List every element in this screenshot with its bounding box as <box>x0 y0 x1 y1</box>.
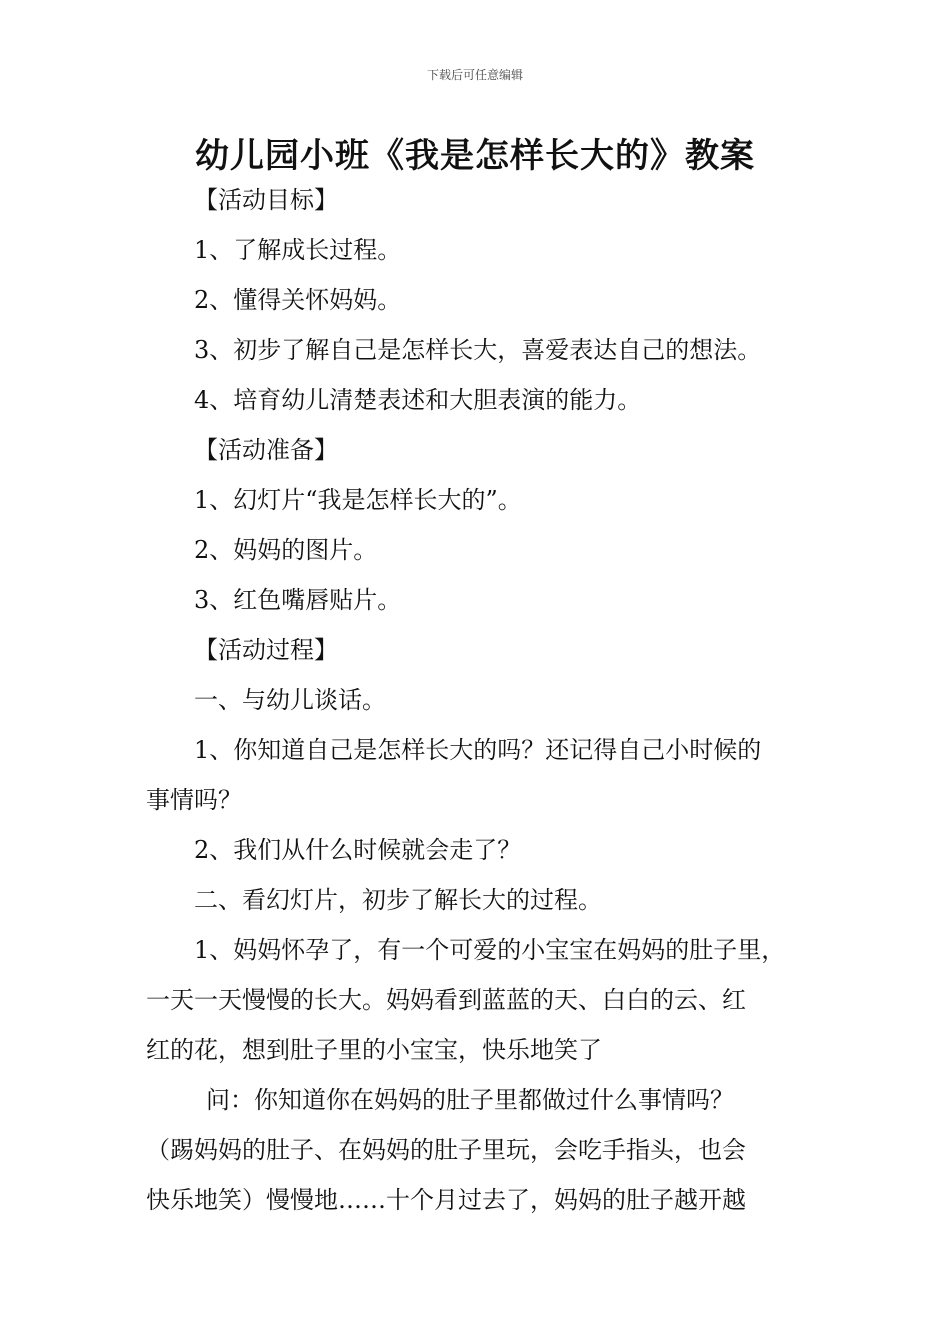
section-heading-goals: 【活动目标】 <box>194 186 338 214</box>
section-heading-process: 【活动过程】 <box>194 636 338 664</box>
paragraph-line: 问：你知道你在妈妈的肚子里都做过什么事情吗？ <box>206 1086 734 1114</box>
document-title: 幼儿园小班《我是怎样长大的》教案 <box>195 136 755 176</box>
goal-item-4: 4、培育幼儿清楚表述和大胆表演的能力。 <box>194 386 642 414</box>
paragraph-line: （踢妈妈的肚子、在妈妈的肚子里玩，会吃手指头，也会 <box>146 1136 746 1164</box>
paragraph-line: 一天一天慢慢的长大。妈妈看到蓝蓝的天、白白的云、红 <box>146 986 746 1014</box>
section-heading-preparation: 【活动准备】 <box>194 436 338 464</box>
paragraph-line: 事情吗？ <box>146 786 242 814</box>
header-note: 下载后可任意编辑 <box>426 68 523 82</box>
preparation-item-3: 3、红色嘴唇贴片。 <box>194 586 402 614</box>
preparation-item-2: 2、妈妈的图片。 <box>194 536 378 564</box>
paragraph-line: 2、我们从什么时候就会走了？ <box>194 836 522 864</box>
process-step-2: 二、看幻灯片，初步了解长大的过程。 <box>194 886 602 914</box>
goal-item-2: 2、懂得关怀妈妈。 <box>194 286 402 314</box>
paragraph-line: 1、妈妈怀孕了，有一个可爱的小宝宝在妈妈的肚子里， <box>194 936 786 964</box>
preparation-item-1: 1、幻灯片“我是怎样长大的”。 <box>194 486 522 514</box>
goal-item-3: 3、初步了解自己是怎样长大，喜爱表达自己的想法。 <box>194 336 762 364</box>
paragraph-line: 红的花，想到肚子里的小宝宝，快乐地笑了 <box>146 1036 602 1064</box>
process-step-1: 一、与幼儿谈话。 <box>194 686 386 714</box>
goal-item-1: 1、了解成长过程。 <box>194 236 402 264</box>
paragraph-line: 快乐地笑）慢慢地……十个月过去了，妈妈的肚子越开越 <box>146 1186 746 1214</box>
paragraph-line: 1、你知道自己是怎样长大的吗？还记得自己小时候的 <box>194 736 762 764</box>
